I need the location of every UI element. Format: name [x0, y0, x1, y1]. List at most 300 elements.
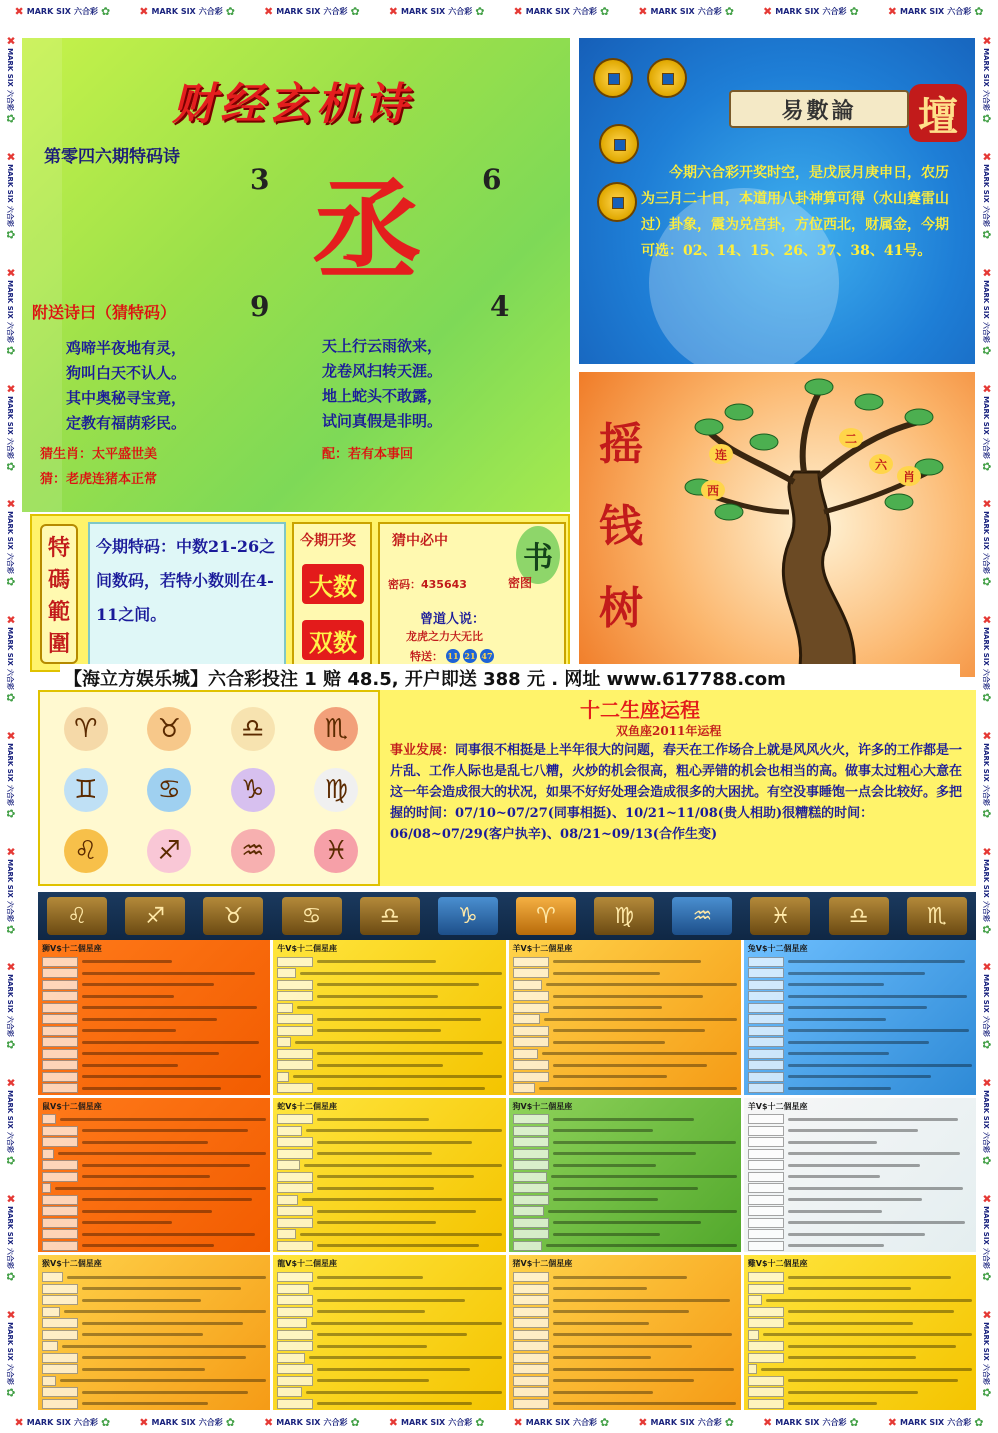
coin-labels: [811, 428, 915, 488]
cross-icon: ✖: [4, 267, 18, 278]
compatibility-text-line: [553, 1129, 654, 1132]
sign-tag: [277, 1229, 295, 1239]
compatibility-row: [748, 1125, 972, 1137]
compatibility-text-line: [553, 1402, 737, 1405]
sign-tag: [42, 1137, 78, 1147]
zodiac-icon-grid: [44, 698, 378, 882]
sign-tag: [748, 1126, 784, 1136]
sign-tag: [42, 991, 78, 1001]
flower-icon: ✿: [4, 229, 18, 240]
sign-tag: [513, 1083, 536, 1093]
flower-icon: ✿: [980, 924, 994, 934]
sign-tag: [42, 1126, 78, 1136]
sign-tag: [277, 1014, 313, 1024]
compatibility-text-line: [788, 1379, 958, 1382]
zodiac-cell: [211, 759, 295, 820]
sign-tag: [42, 1114, 56, 1124]
compatibility-card: [273, 1255, 505, 1410]
brand-label: MARK SIX: [7, 511, 15, 551]
compatibility-text-line: [788, 1175, 880, 1178]
compatibility-row: [513, 1271, 737, 1283]
coin-label: 西: [701, 480, 725, 500]
sign-tag: [513, 1295, 549, 1305]
brand-label: MARK SIX: [401, 6, 446, 16]
compatibility-row: [42, 1037, 266, 1049]
compatibility-text-line: [317, 1064, 443, 1067]
coin-icon: [647, 58, 687, 98]
compatibility-text-line: [553, 1322, 649, 1325]
tsang-says-label: 曾道人说：: [420, 612, 486, 627]
sign-tag: [748, 1353, 784, 1363]
zodiac-band-icon: ♑: [438, 897, 498, 935]
top-border-strip: [0, 0, 998, 22]
compatibility-row: [42, 1125, 266, 1137]
compatibility-row: [748, 1137, 972, 1149]
brand-cn-label: 六合彩: [7, 437, 15, 459]
compatibility-card-title: 鼠V$十二個星座: [42, 1101, 102, 1111]
sign-tag: [42, 1353, 78, 1363]
compatibility-text-line: [82, 972, 255, 975]
brand-cn-label: 六合彩: [73, 1417, 98, 1427]
tree-glyph: 钱: [599, 501, 643, 552]
compatibility-text-line: [788, 1029, 970, 1032]
compatibility-text-line: [317, 1402, 472, 1405]
cross-icon: ✖: [4, 846, 18, 856]
compatibility-text-line: [553, 1345, 692, 1348]
compatibility-row: [748, 1340, 972, 1352]
sign-tag: [748, 1307, 784, 1317]
compatibility-text-line: [788, 1322, 914, 1325]
compatibility-text-line: [763, 1333, 972, 1336]
sign-tag: [513, 1003, 549, 1013]
compatibility-row: [277, 1229, 501, 1241]
compatibility-row: [513, 1148, 737, 1160]
flower-icon: ✿: [980, 1040, 994, 1050]
compatibility-row: [748, 1194, 972, 1206]
border-brand-cell: [15, 5, 111, 18]
sign-tag: [748, 1083, 784, 1093]
compatibility-row: [42, 1071, 266, 1083]
brand-cn-label: 六合彩: [572, 1417, 597, 1427]
sign-tag: [42, 1026, 78, 1036]
compatibility-text-line: [304, 1164, 501, 1167]
compatibility-text-line: [788, 983, 884, 986]
sign-tag: [277, 1318, 307, 1328]
sign-tag: [513, 1126, 549, 1136]
flower-icon: ✿: [350, 1415, 360, 1429]
border-brand-cell: [981, 1194, 994, 1281]
brand-label: MARK SIX: [7, 1090, 15, 1129]
brand-label: MARK SIX: [151, 6, 196, 16]
compatibility-text-line: [788, 1118, 958, 1121]
border-brand-cell: [5, 268, 18, 355]
border-brand-cell: [5, 499, 18, 586]
cross-icon: ✖: [4, 962, 18, 972]
brand-cn-label: 六合彩: [323, 6, 348, 16]
compatibility-row: [513, 1194, 737, 1206]
compatibility-row: [748, 1229, 972, 1241]
flower-icon: ✿: [980, 1271, 994, 1281]
compatibility-text-line: [788, 1064, 972, 1067]
flower-icon: ✿: [980, 229, 994, 240]
compatibility-row: [277, 1206, 501, 1218]
sign-tag: [513, 980, 543, 990]
compatibility-text-line: [788, 1129, 918, 1132]
border-brand-cell: [981, 962, 994, 1049]
sign-tag: [277, 1295, 313, 1305]
sign-tag: [748, 1241, 784, 1251]
compatibility-text-line: [788, 1187, 963, 1190]
sign-tag: [42, 1318, 78, 1328]
brand-cn-label: 六合彩: [947, 6, 972, 16]
sign-tag: [42, 1284, 78, 1294]
compatibility-row: [277, 1183, 501, 1195]
sign-tag: [42, 1387, 78, 1397]
zodiac-band-icon: ♌: [47, 897, 107, 935]
flower-icon: ✿: [4, 1387, 18, 1397]
compatibility-text-line: [82, 1075, 261, 1078]
compatibility-text-line: [302, 1198, 502, 1201]
compatibility-row: [277, 1340, 501, 1352]
virgo-icon: ♍: [314, 768, 358, 812]
brand-label: MARK SIX: [7, 858, 15, 898]
compatibility-row: [277, 1271, 501, 1283]
sign-tag: [513, 1137, 549, 1147]
border-brand-cell: [5, 847, 18, 934]
compatibility-text-line: [82, 1029, 176, 1032]
compatibility-text-line: [82, 1175, 210, 1178]
sign-tag: [513, 1183, 549, 1193]
compatibility-text-line: [553, 1276, 688, 1279]
compatibility-text-line: [82, 1041, 259, 1044]
scorpio-icon: ♏: [314, 707, 358, 751]
border-brand-cell: [981, 499, 994, 586]
compatibility-row: [513, 1183, 737, 1195]
compatibility-text-line: [788, 1345, 956, 1348]
compatibility-text-line: [317, 1152, 431, 1155]
zodiac-band: [38, 892, 976, 940]
sign-tag: [748, 1003, 784, 1013]
match-line: 配：若有本事回: [322, 447, 414, 462]
sign-tag: [513, 1072, 549, 1082]
sign-tag: [748, 1206, 784, 1216]
zodiac-cell: [211, 821, 295, 882]
zodiac-cell: [128, 698, 212, 759]
sign-tag: [277, 1364, 313, 1374]
cross-icon: ✖: [980, 383, 994, 393]
flower-icon: ✿: [849, 4, 859, 18]
compatibility-row: [42, 979, 266, 991]
sign-tag: [42, 1295, 78, 1305]
compatibility-text-line: [788, 1087, 891, 1090]
sign-tag: [42, 1183, 51, 1193]
flower-icon: ✿: [980, 1387, 994, 1397]
compatibility-text-line: [553, 1391, 654, 1394]
brand-label: MARK SIX: [7, 48, 15, 88]
cross-icon: ✖: [980, 962, 994, 972]
sign-tag: [277, 991, 313, 1001]
sign-tag: [748, 1195, 784, 1205]
flower-icon: ✿: [225, 4, 235, 18]
sign-tag: [277, 1160, 300, 1170]
compatibility-row: [277, 1048, 501, 1060]
brand-cn-label: 六合彩: [7, 1247, 15, 1269]
attached-poem-label: 附送诗曰（猜特码）: [32, 303, 177, 322]
compatibility-text-line: [788, 1075, 932, 1078]
border-brand-cell: [514, 1416, 610, 1429]
border-brand-cell: [5, 1194, 18, 1281]
sign-tag: [748, 1014, 784, 1024]
compatibility-text-line: [553, 995, 703, 998]
brand-cn-label: 六合彩: [983, 1363, 991, 1385]
brand-label: MARK SIX: [26, 1417, 71, 1427]
border-brand-cell: [981, 1078, 994, 1165]
compatibility-text-line: [788, 1356, 916, 1359]
brand-cn-label: 六合彩: [947, 1417, 972, 1427]
brand-label: MARK SIX: [983, 1206, 991, 1245]
gemini-icon: ♊: [64, 768, 108, 812]
sign-tag: [277, 1307, 313, 1317]
casino-ad-line[interactable]: 【海立方娱乐城】六合彩投注 1 赔 48.5, 开户即送 388 元 . 网址 www.617788.com: [60, 664, 960, 692]
compatibility-text-line: [788, 1244, 884, 1247]
brand-cn-label: 六合彩: [983, 1131, 991, 1153]
sign-tag: [42, 1072, 78, 1082]
cross-icon: ✖: [980, 846, 994, 856]
sign-tag: [42, 1206, 78, 1216]
compatibility-row: [42, 1217, 266, 1229]
compatibility-row: [513, 1160, 737, 1172]
zodiac-band-icon: ♈: [516, 897, 576, 935]
verse-line: 试问真假是非明。: [322, 412, 443, 430]
compatibility-row: [513, 1398, 737, 1410]
horoscope-subtitle: 双鱼座2011年运程: [616, 724, 722, 738]
cross-icon: ✖: [980, 1078, 994, 1088]
compatibility-card-title: 羊V$十二個星座: [747, 1101, 808, 1111]
border-brand-cell: [5, 1078, 18, 1165]
sign-tag: [513, 991, 549, 1001]
compatibility-text-line: [788, 1141, 878, 1144]
coin-label: 六: [869, 454, 893, 474]
compatibility-row: [42, 1114, 266, 1126]
compatibility-text-line: [317, 1087, 485, 1090]
compatibility-card-title: 龍V$十二個星座: [277, 1259, 338, 1269]
sign-tag: [42, 1037, 78, 1047]
sign-tag: [513, 1229, 549, 1239]
flower-icon: ✿: [980, 808, 994, 818]
sign-tag: [42, 1330, 78, 1340]
flower-icon: ✿: [100, 4, 111, 18]
sign-tag: [42, 1218, 78, 1228]
border-brand-cell: [5, 615, 18, 702]
compatibility-text-line: [317, 1210, 476, 1213]
compatibility-text-line: [548, 1210, 736, 1213]
compatibility-text-line: [317, 1187, 434, 1190]
compatibility-row: [42, 1283, 266, 1295]
compatibility-row: [277, 1194, 501, 1206]
compatibility-row: [277, 1294, 501, 1306]
compatibility-row: [748, 1398, 972, 1410]
compatibility-text-line: [788, 1041, 929, 1044]
sign-tag: [277, 1026, 313, 1036]
compatibility-card-title: 狗V$十二個星座: [512, 1101, 573, 1111]
border-brand-cell: [5, 962, 18, 1049]
big-number-badge: 大数: [302, 564, 364, 604]
cross-icon: ✖: [4, 36, 18, 46]
sign-tag: [277, 1272, 313, 1282]
compatibility-card: [744, 940, 976, 1095]
compatibility-text-line: [82, 1233, 255, 1236]
range-tag-char: 特: [47, 534, 70, 561]
sign-tag: [42, 1060, 78, 1070]
sign-tag: [513, 1114, 549, 1124]
tree-glyph: 摇: [599, 419, 643, 470]
border-brand-cell: [264, 5, 360, 18]
compatibility-text-line: [553, 972, 661, 975]
compatibility-row: [42, 1137, 266, 1149]
compatibility-card: [38, 1098, 270, 1253]
sign-tag: [277, 1241, 313, 1251]
brand-label: MARK SIX: [7, 627, 15, 666]
sign-tag: [748, 980, 784, 990]
compatibility-row: [513, 1329, 737, 1341]
compatibility-row: [513, 1294, 737, 1306]
border-brand-cell: [981, 731, 994, 818]
compatibility-row: [748, 1363, 972, 1375]
compatibility-row: [748, 1306, 972, 1318]
cross-icon: ✖: [513, 1415, 523, 1429]
flower-icon: ✿: [4, 1271, 18, 1281]
border-brand-cell: [981, 615, 994, 702]
right-border-strip: [976, 22, 998, 1411]
cross-icon: ✖: [513, 4, 523, 18]
zodiac-cell: [44, 698, 128, 759]
compatibility-row: [513, 1283, 737, 1295]
sign-tag: [513, 1014, 540, 1024]
sign-tag: [513, 1037, 549, 1047]
horoscope-title: 十二生座运程: [580, 698, 700, 722]
border-brand-cell: [981, 1310, 994, 1397]
compatibility-text-line: [788, 1233, 925, 1236]
sign-tag: [42, 1160, 78, 1170]
compatibility-row: [513, 1217, 737, 1229]
range-tag: [40, 524, 78, 664]
sign-tag: [748, 1049, 784, 1059]
compatibility-row: [513, 1060, 737, 1072]
brand-label: MARK SIX: [276, 6, 321, 16]
sign-tag: [277, 1149, 313, 1159]
sign-tag: [42, 1341, 58, 1351]
compatibility-row: [42, 1160, 266, 1172]
compatibility-text-line: [788, 1391, 918, 1394]
cross-icon: ✖: [139, 1415, 149, 1429]
compatibility-text-line: [297, 1006, 501, 1009]
tree-glyph: 树: [599, 583, 643, 634]
compatibility-row: [513, 1171, 737, 1183]
brand-label: MARK SIX: [7, 1321, 15, 1361]
border-brand-cell: [264, 1416, 360, 1429]
iching-banner: 易數論: [729, 90, 909, 128]
brand-label: MARK SIX: [7, 280, 15, 319]
sign-tag: [42, 1014, 78, 1024]
sign-tag: [42, 1376, 56, 1386]
brand-cn-label: 六合彩: [697, 6, 722, 16]
brand-label: MARK SIX: [525, 1417, 570, 1427]
compatibility-row: [42, 1014, 266, 1026]
sign-tag: [277, 1284, 309, 1294]
compatibility-text-line: [82, 1287, 241, 1290]
cross-icon: ✖: [4, 1309, 18, 1319]
compatibility-row: [513, 1048, 737, 1060]
sign-tag: [42, 957, 78, 967]
range-tag-char: 範: [47, 598, 70, 625]
brand-cn-label: 六合彩: [323, 1417, 348, 1427]
compatibility-row: [748, 1294, 972, 1306]
compatibility-row: [748, 1037, 972, 1049]
verse-line: 定教有福荫彩民。: [66, 414, 187, 432]
compatibility-row: [513, 1340, 737, 1352]
flower-icon: ✿: [724, 1415, 734, 1429]
compatibility-row: [277, 1148, 501, 1160]
compatibility-text-line: [788, 1276, 952, 1279]
compatibility-row: [748, 1217, 972, 1229]
compatibility-text-line: [317, 1244, 478, 1247]
sign-tag: [513, 1160, 549, 1170]
border-brand-cell: [981, 384, 994, 471]
compatibility-text-line: [553, 1141, 737, 1144]
cross-icon: ✖: [14, 1415, 24, 1429]
compatibility-row: [748, 1171, 972, 1183]
compatibility-card-title: 羊V$十二個星座: [512, 944, 573, 953]
compatibility-row: [42, 968, 266, 980]
sign-tag: [42, 980, 78, 990]
brand-label: MARK SIX: [983, 743, 991, 782]
compatibility-text-line: [82, 1129, 248, 1132]
compatibility-row: [513, 1014, 737, 1026]
compatibility-text-line: [300, 1233, 502, 1236]
compatibility-row: [42, 1025, 266, 1037]
sign-tag: [748, 1387, 784, 1397]
guess-zodiac-line: 猜生肖：太平盛世美: [40, 447, 158, 462]
verse-line: 狗叫白天不认人。: [66, 364, 187, 382]
sign-tag: [277, 1072, 289, 1082]
border-brand-cell: [981, 152, 994, 239]
password-line: 密码：435643: [388, 578, 467, 591]
compatibility-row: [748, 956, 972, 968]
border-brand-cell: [763, 1416, 859, 1429]
aries-icon: ♈: [64, 707, 108, 751]
compatibility-text-line: [553, 1198, 658, 1201]
compatibility-text-line: [82, 1087, 221, 1090]
compatibility-row: [513, 1137, 737, 1149]
altar-badge: 壇: [909, 84, 967, 142]
compatibility-text-line: [546, 1244, 737, 1247]
brand-cn-label: 六合彩: [983, 90, 991, 112]
compatibility-text-line: [788, 972, 925, 975]
zodiac-cell: [44, 759, 128, 820]
finance-poem-panel: [22, 38, 570, 512]
compatibility-text-line: [309, 1356, 502, 1359]
compatibility-row: [277, 1363, 501, 1375]
zodiac-band-icon: ♎: [829, 897, 889, 935]
compatibility-row: [42, 1329, 266, 1341]
compatibility-row: [748, 1083, 972, 1095]
flower-icon: ✿: [974, 1415, 984, 1429]
flower-icon: ✿: [980, 345, 994, 355]
compatibility-row: [42, 1229, 266, 1241]
border-brand-cell: [888, 5, 984, 18]
brand-label: MARK SIX: [775, 1417, 820, 1427]
sign-tag: [748, 1364, 757, 1374]
